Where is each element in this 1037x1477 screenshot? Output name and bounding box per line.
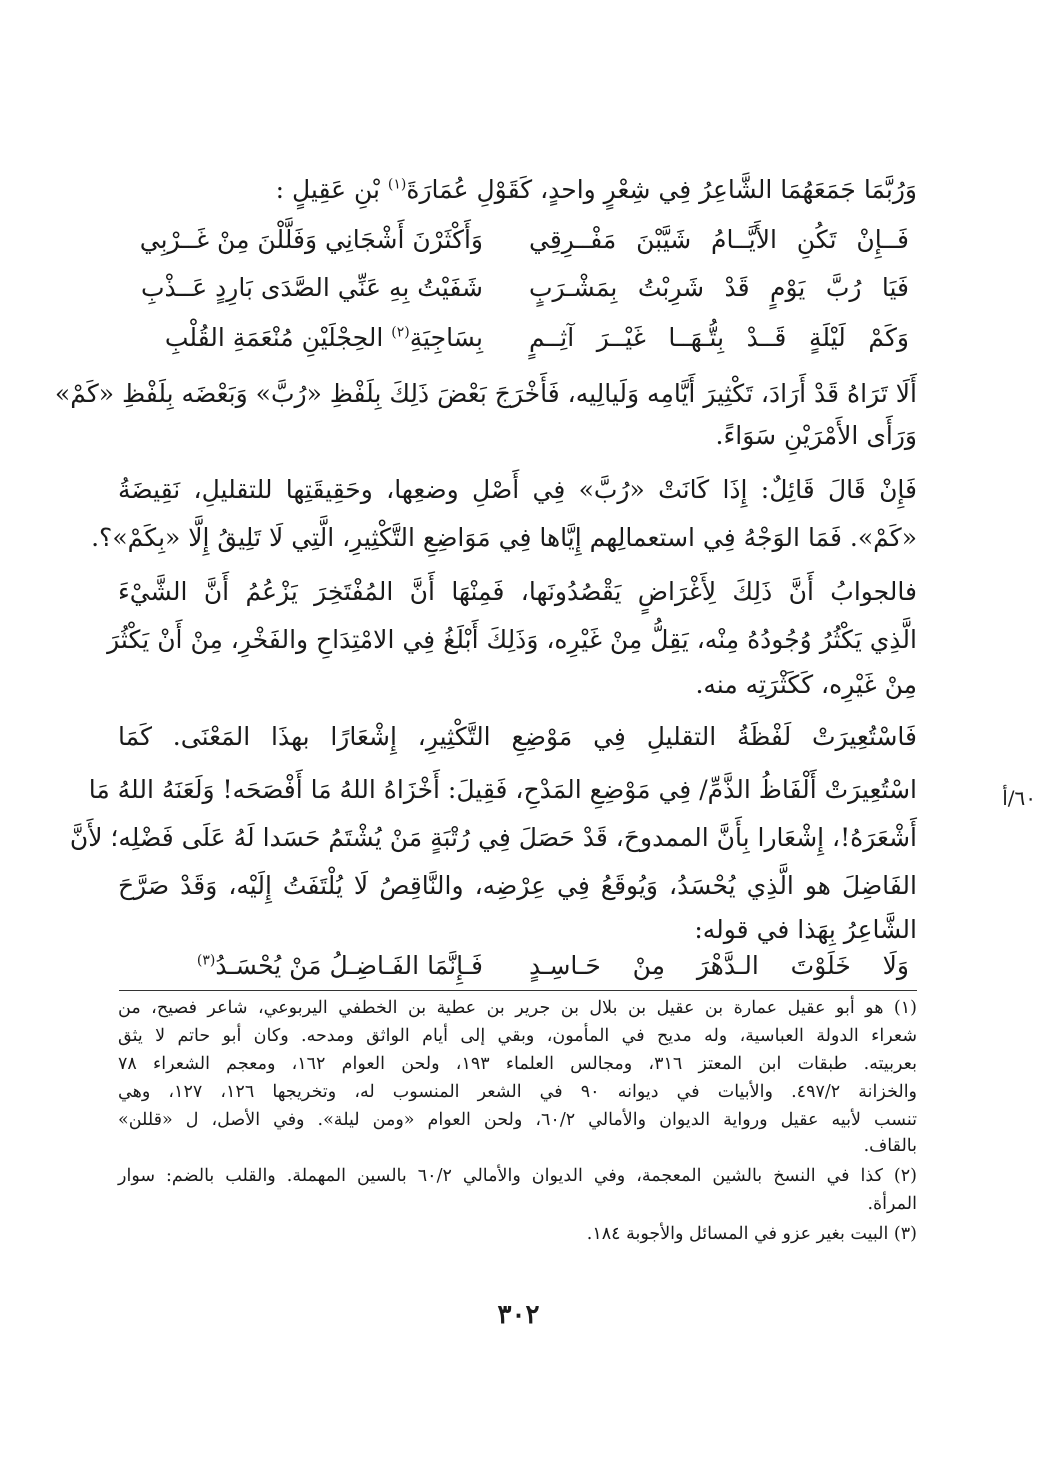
footnote-2-line: (٢) كذا في النسخ بالشين المعجمة، وفي الديوان والأمالي ٦٠/٢ بالسين المهملة. والقلب بالضم: سوار bbox=[118, 1166, 917, 1186]
text-line: فَاسْتُعِيرَتْ لَفْظَةُ التقليلِ فِي مَوْضِعِ التَّكْثِيرِ، إِشْعَارًا بهذَا المَعْنَى. كَمَا bbox=[118, 722, 918, 751]
verse-text: الحِجْلَيْنِ مُنْعَمَةِ القُلْبِ bbox=[164, 323, 392, 352]
text-line: أَشْعَرَهُ!، إِشْعَارا بِأَنَّ الممدوحَ، قَدْ حَصَلَ فِي رُتْبَةٍ مَنْ يُشْتَمُ حَسَدا لَهُ عَلَى فَضْلِه؛ لأَنَّ bbox=[69, 823, 917, 852]
footnote-3-line: (٣) البيت بغير عزو في المسائل والأجوبة ١٨٤. bbox=[586, 1224, 917, 1244]
footnote-1-line: والخزانة ٤٩٧/٢. والأبيات في ديوانه ٩٠ في الشعر المنسوب له، وتخريجها ١٢٦، ١٢٧، وهي bbox=[118, 1082, 918, 1102]
text-run: بْنِ عَقِيلٍ : bbox=[275, 175, 388, 204]
footnote-divider bbox=[119, 990, 917, 991]
footnote-ref[interactable]: (٢) bbox=[391, 324, 410, 341]
text-line: فالجوابُ أَنَّ ذَلِكَ لِأَغْرَاضٍ يَقْصُدُونَها، فَمِنْهَا أَنَّ المُفْتَخِرَ يَزْعُمُ أَنَّ الشَّيْءَ bbox=[118, 577, 917, 606]
footnote-ref[interactable]: (٣) bbox=[196, 952, 216, 969]
footnote-2-line: المرأة. bbox=[867, 1194, 917, 1214]
verse-text: فَـإِنَّمَا الفَـاضِـلُ مَنْ يُحْسَـدُ bbox=[215, 951, 483, 980]
verse-3-first-hemistich: وَكَمْ لَيْلَةٍ قَــدْ بِتُّـهَــا غَيْــرَ آثِــمٍ bbox=[529, 323, 909, 352]
text-line: فَإِنْ قَالَ قَائِلٌ: إِذَا كَانَتْ «رُبَّ» فِي أَصْلِ وضعِها، وحَقِيقَتِها للتقليلِ، نَقِيضَةُ bbox=[118, 475, 917, 504]
manuscript-folio-ref: ٦٠/أ bbox=[1002, 786, 1036, 810]
text-line: الَّذِي يَكْثُرُ وُجُودُهُ مِنْه، يَقِلُّ مِنْ غَيْرِه، وَذَلِكَ أَبْلَغُ فِي الامْتِدَاحِ والفَخْرِ، مِنْ أَنْ يَكْثُرَ bbox=[107, 625, 917, 654]
text-line: «كَمْ». فَمَا الوَجْهُ فِي استعمالِهم إِيَّاها فِي مَوَاضِعِ التَّكْثِيرِ، الَّتِي لَا تَلِيقُ إِلَّا «بِكَمْ»؟. bbox=[91, 523, 917, 552]
verse-2-first-hemistich: فَيَا رُبَّ يَوْمٍ قَدْ شَرِبْتُ بِمَشْـرَبٍ bbox=[529, 273, 909, 302]
verse-1-first-hemistich: فَــإِنْ تَكُنِ الأَيَّــامُ شَيَّبْنَ مَفْــرِقِي bbox=[529, 225, 909, 254]
footnote-1-line: تنسب لأبيه عقيل ورواية الديوان والأمالي ٦٠/٢، ولحن العوام «ومن ليلة». وفي الأصل، ل «قللن» bbox=[118, 1110, 917, 1130]
verse-3-second-hemistich bbox=[153, 318, 483, 358]
text-line: اسْتُعِيرَتْ أَلْفَاظُ الذَّمِّ/ فِي مَوْضِعِ المَدْحِ، فَقِيلَ: أَخْزَاهُ اللهُ مَا أَفْصَحَه! وَلَعَنَهُ اللهُ مَا bbox=[88, 775, 917, 804]
footnote-1-line: بالقاف. bbox=[863, 1136, 917, 1156]
verse-text: بِسَاجِيَةِ bbox=[409, 323, 483, 352]
text-line bbox=[118, 170, 917, 210]
text-line: الشَّاعِرُ بِهَذا في قوله: bbox=[694, 915, 917, 944]
text-line: مِنْ غَيْرِه، كَكَثْرَتِه منه. bbox=[695, 670, 917, 699]
text-line: الفَاضِلَ هو الَّذِي يُحْسَدُ، وَيُوقَعُ فِي عِرْضِه، والنَّاقِصُ لَا يُلْتَفَتُ إِلَيْه، وَقَدْ صَرَّحَ bbox=[118, 871, 917, 900]
footnote-1-line: شعراء الدولة العباسية، وله مديح في المأمون، وبقي إلى أيام الواثق ومدحه. وكان أبو حاتم لا يثق bbox=[118, 1026, 917, 1046]
footnote-1-line: بعربيته. طبقات ابن المعتز ٣١٦، ومجالس العلماء ١٩٣، ولحن العوام ١٦٢، ومعجم الشعراء ٧٨ bbox=[118, 1054, 917, 1074]
text-line: وَرَأَى الأَمْرَيْنِ سَوَاءً. bbox=[715, 421, 917, 450]
verse-1-second-hemistich: وَأَكْثَرْنَ أَشْجَانِي وَفَلَّلْنَ مِنْ غَــرْبِي bbox=[139, 225, 483, 254]
verse-4-first-hemistich: وَلَا خَلَوْتَ الـدَّهْرَ مِنْ حَـاسِـدٍ bbox=[529, 951, 909, 980]
verse-4-second-hemistich bbox=[153, 946, 483, 986]
footnote-1-line: (١) هو أبو عقيل عمارة بن عقيل بن بلال بن جرير بن عطية بن الخطفي اليربوعي، شاعر فصيح، من bbox=[118, 998, 917, 1018]
page-number: ٣٠٢ bbox=[497, 1300, 540, 1330]
verse-2-second-hemistich: شَفَيْتُ بِهِ عَنِّي الصَّدَى بَارِدٍ عَــذْبِ bbox=[140, 273, 483, 302]
text-line: أَلَا تَرَاهُ قَدْ أَرَادَ، تَكْثِيرَ أَيَّامِه وَلَيالِيه، فَأَخْرَجَ بَعْضَ ذَلِكَ بِلَفْظِ «رُبَّ» وَبَعْضَه بِلَفْظِ «كَمْ» bbox=[54, 379, 917, 408]
text-run: وَرُبَّمَا جَمَعَهُمَا الشَّاعِرُ فِي شِعْرٍ واحدٍ، كَقَوْلِ عُمَارَةَ bbox=[406, 175, 917, 204]
footnote-ref[interactable]: (١) bbox=[387, 176, 407, 193]
